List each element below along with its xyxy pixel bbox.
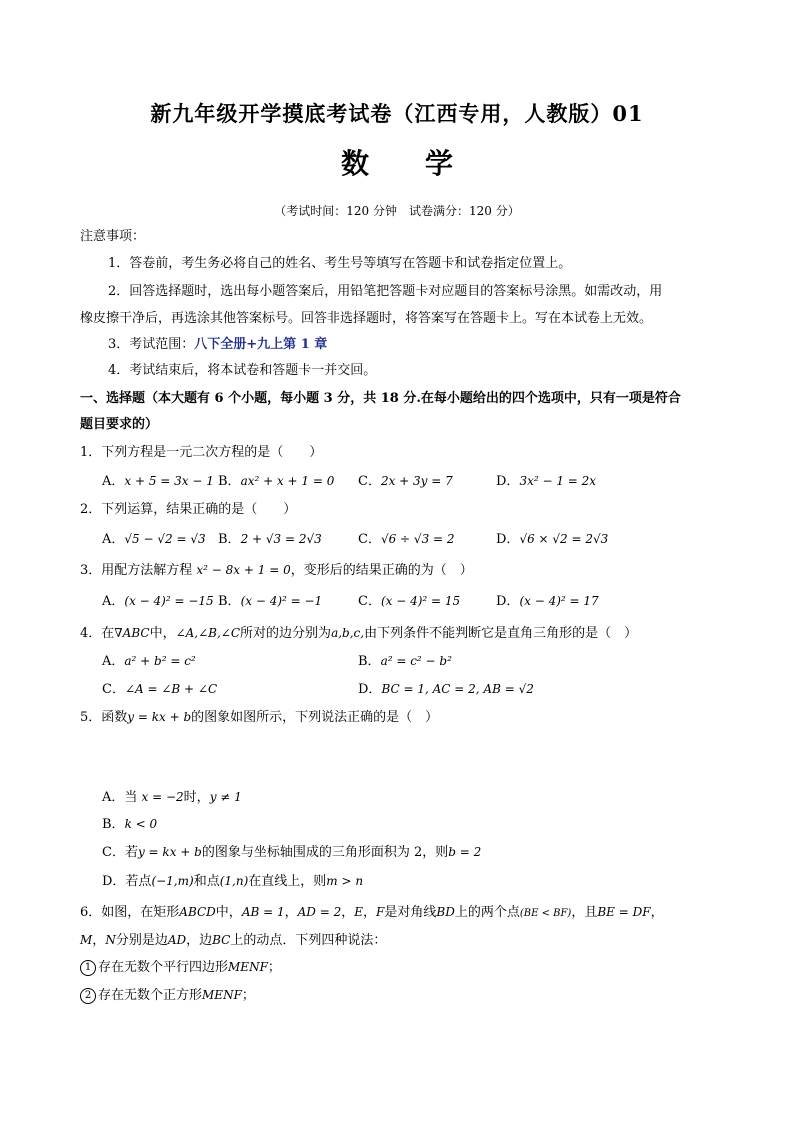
question-2-option-b[interactable] <box>218 530 322 549</box>
option-math: 2x + 3y = 7 <box>380 474 453 488</box>
option-label: C． <box>358 474 381 489</box>
stem-text: ，边 <box>186 933 213 948</box>
option-math: 3x² − 1 = 2x <box>519 474 597 488</box>
option-math: a² = c² − b² <box>380 654 452 668</box>
stem-text: 的图象如图所示，下列说法正确的是（ ） <box>191 710 439 725</box>
stem-math: ∇ABC <box>114 626 150 640</box>
stem-text: 5．函数 <box>80 710 128 725</box>
exam-title: 新九年级开学摸底考试卷（江西专用，人教版）01 <box>150 101 644 126</box>
stem-text: 中， <box>149 626 176 641</box>
question-4-option-a[interactable] <box>102 652 196 671</box>
note-item-1: 1．答卷前，考生务必将自己的姓名、考生号等填写在答题卡和试卷指定位置上。 <box>108 256 572 271</box>
question-3-option-d[interactable] <box>496 592 599 611</box>
question-6-stem-line-1 <box>80 903 664 923</box>
stem-text: ， <box>650 905 664 920</box>
question-1-option-b[interactable] <box>218 472 334 491</box>
option-math: y ≠ 1 <box>209 790 242 804</box>
note-item-4: 4．考试结束后，将本试卷和答题卡一并交回。 <box>108 363 377 378</box>
option-math: b = 2 <box>448 845 482 859</box>
option-text: 时， <box>183 790 210 805</box>
option-label: B． <box>358 654 381 669</box>
stem-math: AB = 1 <box>241 905 285 919</box>
question-5-stem <box>80 708 438 727</box>
question-2-option-c[interactable] <box>358 530 455 549</box>
section-1-heading-line-2: 题目要求的） <box>80 417 159 432</box>
option-text: 在直线上，则 <box>248 874 327 889</box>
stem-text: 上的两个点 <box>454 905 520 920</box>
stem-math: a,b,c, <box>331 626 365 640</box>
option-math: (−1,m) <box>151 874 194 888</box>
option-math: (1,n) <box>219 874 249 888</box>
option-math: (x − 4)² = 15 <box>380 594 461 608</box>
option-math: BC = 1, AC = 2, AB = √2 <box>381 682 534 696</box>
option-label: B． <box>102 817 125 832</box>
notes-heading: 注意事项： <box>80 229 146 244</box>
stem-text: 6．如图，在矩形 <box>80 905 180 920</box>
stem-math: F <box>376 905 385 919</box>
question-4-stem <box>80 624 637 643</box>
stem-math: AD = 2 <box>297 905 342 919</box>
stem-math: M <box>80 933 93 947</box>
question-2-option-a[interactable] <box>102 530 206 549</box>
question-5-option-d[interactable] <box>102 872 363 891</box>
question-6-stem-line-2 <box>80 931 386 950</box>
option-label: B． <box>218 532 241 547</box>
option-label: C．若 <box>102 845 138 860</box>
option-math: ∠A = ∠B + ∠C <box>124 682 218 696</box>
option-label: C． <box>358 532 381 547</box>
stem-text: ， <box>92 933 106 948</box>
statement-text: 存在无数个正方形 <box>98 988 203 1003</box>
stem-math: x² − 8x + 1 = 0 <box>196 563 291 577</box>
option-label: D． <box>496 532 520 547</box>
stem-text: ， <box>363 905 377 920</box>
question-4-option-c[interactable] <box>102 680 217 699</box>
stem-math: BC <box>212 933 231 947</box>
option-math: (x − 4)² = −1 <box>240 594 323 608</box>
question-5-option-a[interactable] <box>102 788 242 807</box>
stem-math: N <box>105 933 116 947</box>
option-math: x = −2 <box>141 790 184 804</box>
option-math: √6 × √2 = 2√3 <box>519 532 609 546</box>
question-6-statement-1 <box>80 958 281 977</box>
option-math: k < 0 <box>124 817 158 831</box>
question-3-option-a[interactable] <box>102 592 214 611</box>
stem-math: y = kx + b <box>127 710 192 724</box>
option-label: D． <box>496 594 520 609</box>
option-label: A． <box>102 594 125 609</box>
note-item-2-line-2: 橡皮擦干净后，再选涂其他答案标号。回答非选择题时，将答案写在答题卡上。写在本试卷上无效。 <box>80 311 653 326</box>
question-2-stem: 2．下列运算，结果正确的是（ ） <box>80 502 297 517</box>
section-1-heading-line-1: 一、选择题（本大题有 6 个小题，每小题 3 分，共 18 分.在每小题给出的四个选项中，只有一项是符合 <box>80 391 681 406</box>
stem-math: AD <box>167 933 187 947</box>
stem-text: 4．在 <box>80 626 115 641</box>
option-math: √5 − √2 = √3 <box>124 532 206 546</box>
note-item-3 <box>108 336 327 354</box>
subject-title: 数学 <box>340 147 509 180</box>
statement-text: ； <box>241 988 255 1003</box>
option-label: B． <box>218 594 241 609</box>
question-5-option-b[interactable] <box>102 815 157 834</box>
option-label: D． <box>358 682 382 697</box>
stem-text: 是对角线 <box>384 905 437 920</box>
question-3-option-c[interactable] <box>358 592 460 611</box>
stem-math: BE = DF <box>597 905 651 919</box>
option-label: A． <box>102 654 125 669</box>
option-label: A． <box>102 474 125 489</box>
option-math: a² + b² = c² <box>124 654 196 668</box>
option-math: (x − 4)² = 17 <box>519 594 599 608</box>
question-1-option-d[interactable] <box>496 472 596 491</box>
statement-text: 存在无数个平行四边形 <box>98 960 229 975</box>
stem-text: ，且 <box>571 905 598 920</box>
option-math: (x − 4)² = −15 <box>124 594 214 608</box>
option-math: 2 + √3 = 2√3 <box>240 532 322 546</box>
note-item-2-line-1: 2．回答选择题时，选出每小题答案后，用铅笔把答题卡对应题目的答案标号涂黑。如需改动，用 <box>108 284 663 299</box>
option-label: D．若点 <box>102 874 152 889</box>
question-3-stem <box>80 561 473 580</box>
question-1-stem: 1．下列方程是一元二次方程的是（ ） <box>80 445 323 460</box>
stem-text: ， <box>284 905 298 920</box>
option-math: x + 5 = 3x − 1 <box>124 474 214 488</box>
question-1-option-c[interactable] <box>358 472 453 491</box>
option-math: ax² + x + 1 = 0 <box>240 474 335 488</box>
option-text: 的图象与坐标轴围成的三角形面积为 2，则 <box>201 845 449 860</box>
option-math: y = kx + b <box>137 845 202 859</box>
stem-math: ABCD <box>179 905 216 919</box>
stem-text: 3．用配方法解方程 <box>80 563 197 578</box>
statement-math: MENF <box>202 988 242 1002</box>
statement-number-badge: 2 <box>80 988 96 1004</box>
stem-text: ，变形后的结果正确的为（ ） <box>290 563 473 578</box>
stem-text: 分别是边 <box>115 933 168 948</box>
question-4-option-d[interactable] <box>358 680 534 699</box>
stem-math: BD <box>436 905 455 919</box>
question-4-option-b[interactable] <box>358 652 452 671</box>
option-label: C． <box>358 594 381 609</box>
stem-text: 上的动点．下列四种说法： <box>230 933 387 948</box>
option-label: A． <box>102 532 125 547</box>
option-label: A．当 <box>102 790 142 805</box>
stem-math: E <box>354 905 364 919</box>
stem-text: 由下列条件不能判断它是直角三角形的是（ ） <box>364 626 638 641</box>
stem-math: ∠A,∠B,∠C <box>175 626 241 640</box>
question-5-option-c[interactable] <box>102 843 481 862</box>
question-6-statement-2 <box>80 986 255 1005</box>
question-1-option-a[interactable] <box>102 472 214 491</box>
statement-number-badge: 1 <box>80 960 96 976</box>
exam-scope: 八下全册+九上第 1 章 <box>194 337 328 352</box>
question-3-option-b[interactable] <box>218 592 322 611</box>
stem-text: 所对的边分别为 <box>240 626 332 641</box>
statement-text: ； <box>267 960 281 975</box>
stem-text: 中， <box>215 905 242 920</box>
statement-math: MENF <box>228 960 268 974</box>
option-label: D． <box>496 474 520 489</box>
option-label: B． <box>218 474 241 489</box>
note-item-3-prefix: 3．考试范围： <box>108 337 195 352</box>
exam-info: （考试时间：120 分钟 试卷满分：120 分） <box>274 204 520 218</box>
option-label: C． <box>102 682 125 697</box>
option-text: 和点 <box>193 874 220 889</box>
stem-math: (BE < BF) <box>519 908 572 919</box>
option-math: m > n <box>326 874 364 888</box>
question-2-option-d[interactable] <box>496 530 608 549</box>
stem-text: ， <box>341 905 355 920</box>
option-math: √6 ÷ √3 = 2 <box>380 532 455 546</box>
